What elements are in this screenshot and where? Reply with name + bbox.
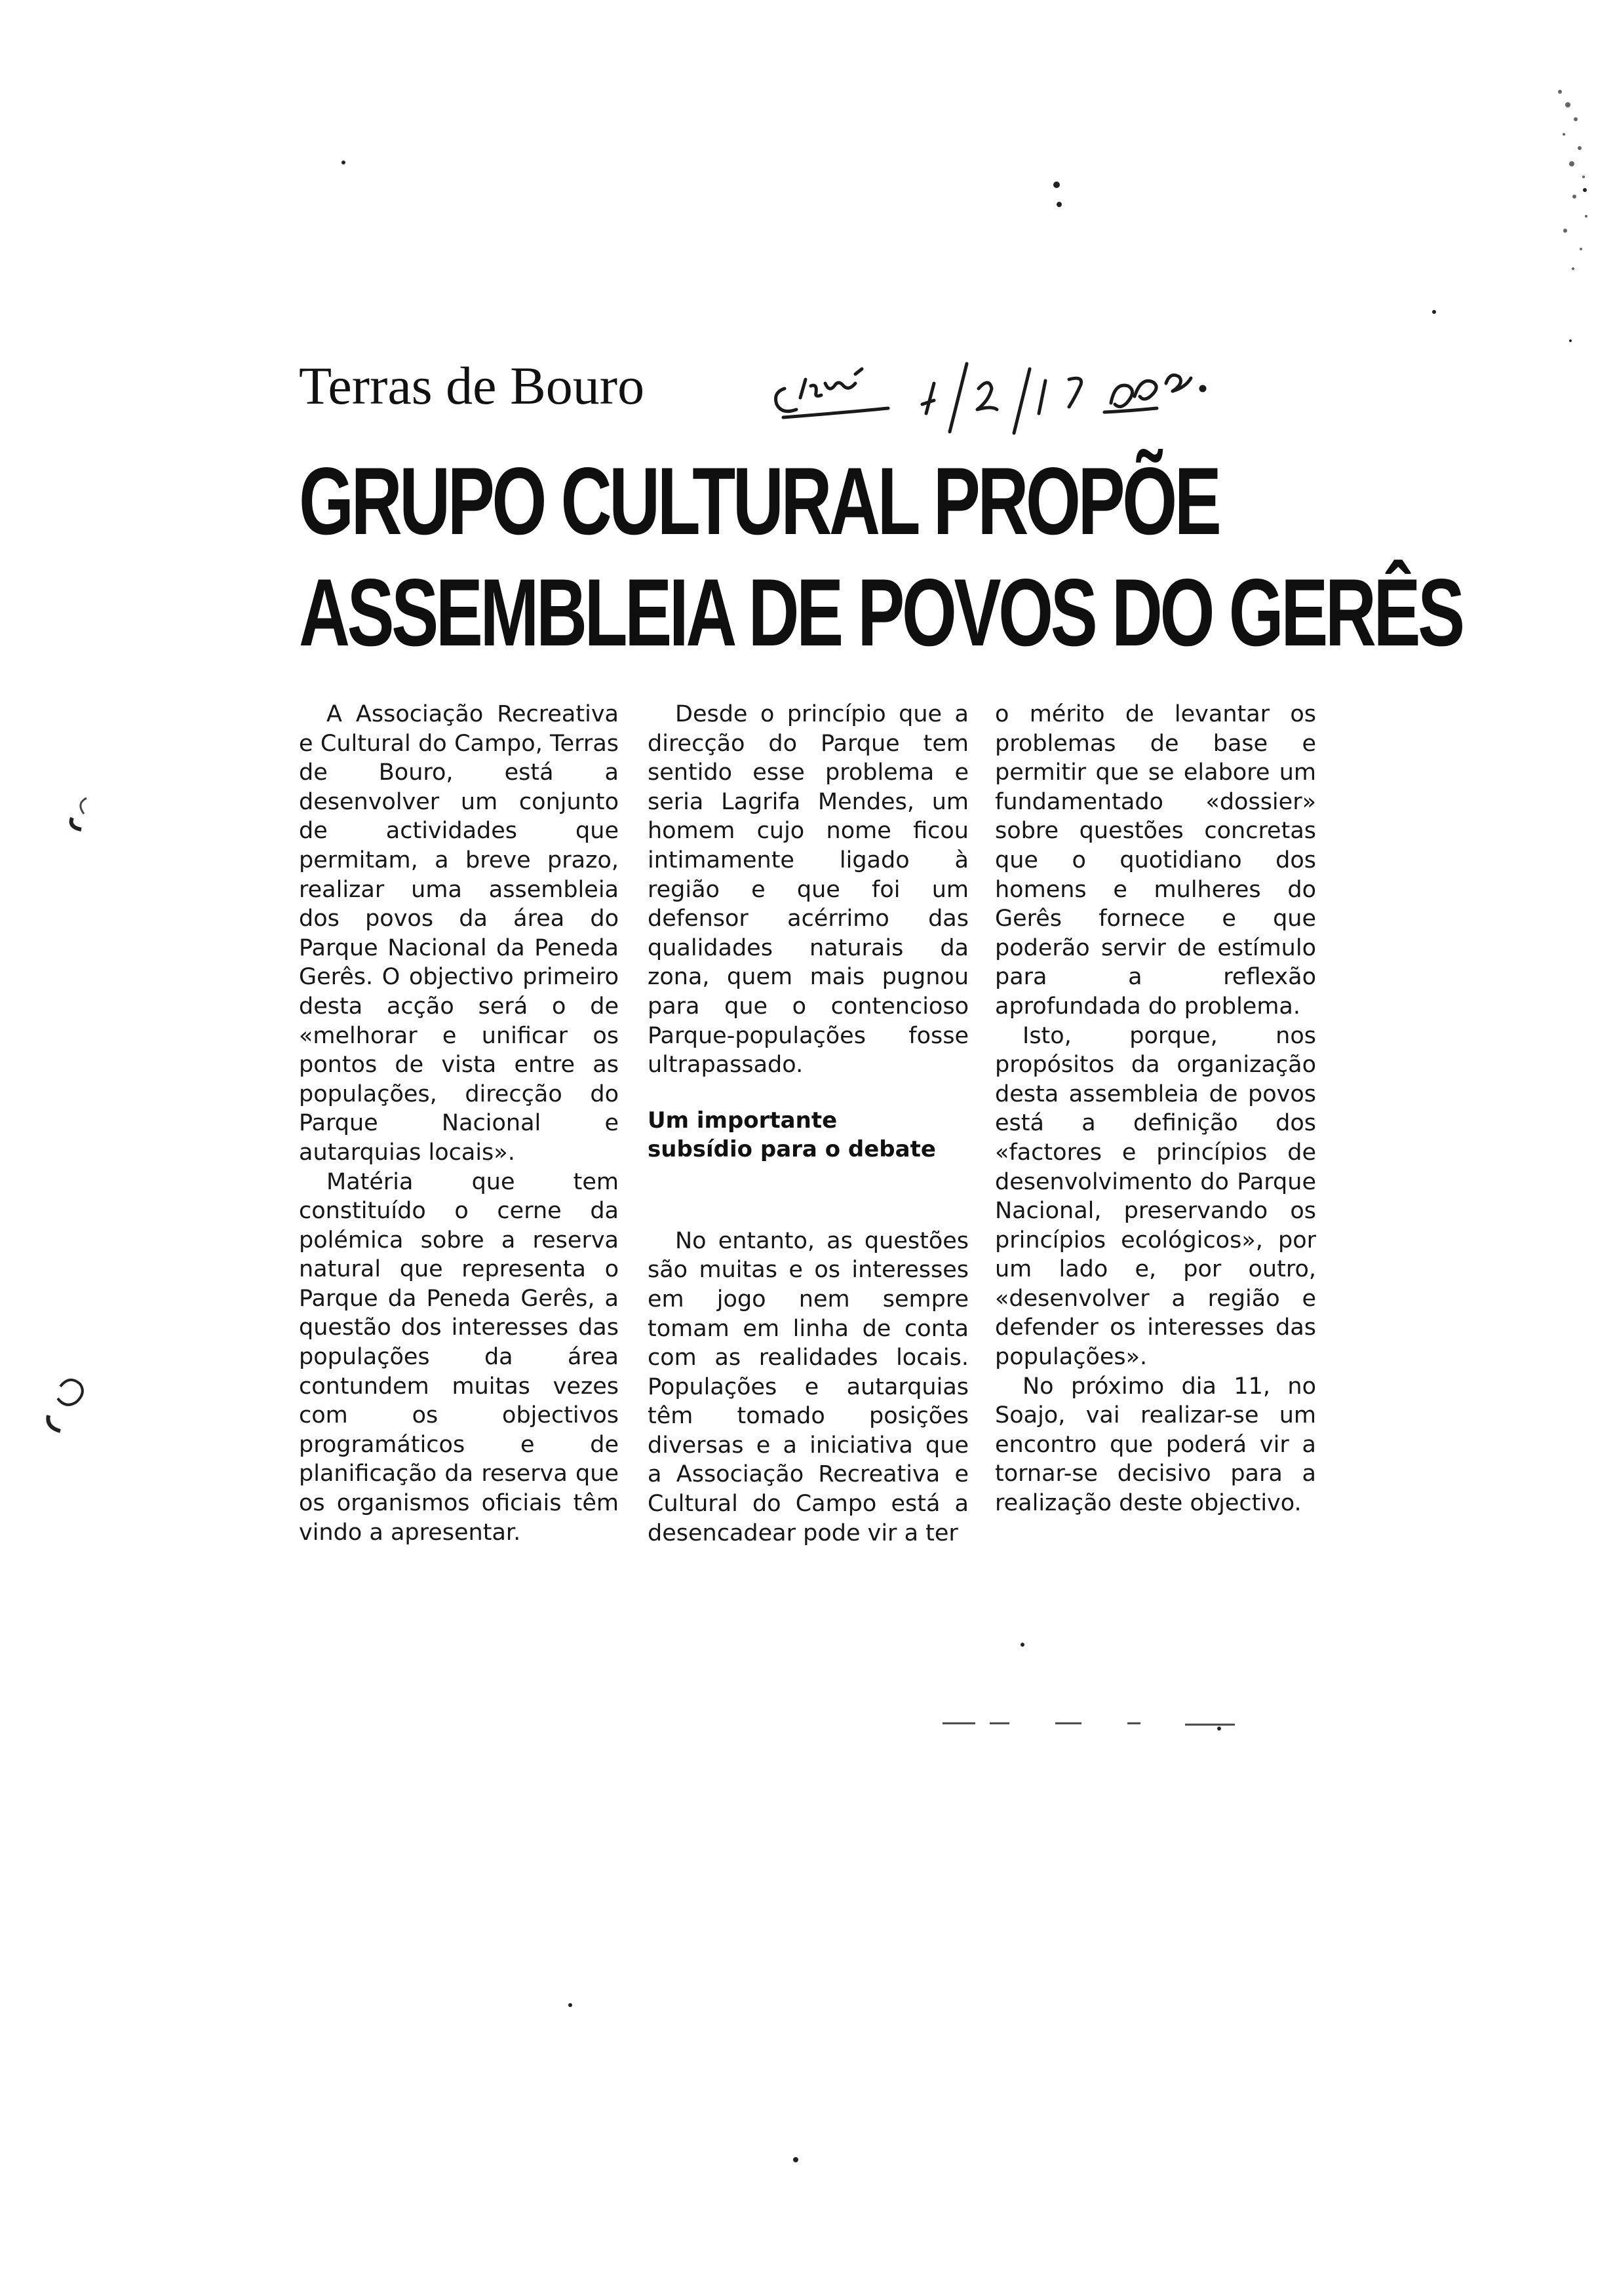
- paragraph: Isto, porque, nos propósitos da organização desta assembleia de povos está a definição dos «factores e princípios de desenvolvimento do Parque Nacional, preservando os princípios ecológicos», por um lado e, por outro, «desenvolver a região e defender os interesses das populações».: [995, 1022, 1316, 1371]
- handwritten-date-annotation: [770, 357, 1242, 436]
- subheading-line-1: Um importante: [648, 1107, 838, 1134]
- article-column-1: [299, 700, 619, 1547]
- subheading-line-2: subsídio para o debate: [648, 1136, 936, 1162]
- headline-line-1: GRUPO CULTURAL PROPÕE: [299, 448, 1219, 554]
- article-column-2: [648, 700, 969, 1548]
- article-column-3: [995, 700, 1316, 1518]
- headline: [299, 446, 1462, 668]
- paragraph: No entanto, as questões são muitas e os interesses em jogo nem sempre tomam em linha de conta com as realidades locais. Populações e autarquias têm tomado posições diversas e a iniciativa que a Associação Recreativa e Cultural do Campo está a desencadear pode vir a ter: [648, 1227, 969, 1546]
- kicker-section-label: Terras de Bouro: [299, 356, 645, 415]
- headline-line-2: ASSEMBLEIA DE POVOS DO GERÊS: [299, 559, 1462, 666]
- paragraph: Desde o princípio que a direcção do Parque tem sentido esse problema e seria Lagrifa Mendes, um homem cujo nome ficou intimamente ligado à região e que foi um defensor acérrimo das qualidades naturais da zona, quem mais pugnou para que o contencioso Parque-populações fosse ultrapassado.: [648, 701, 969, 1079]
- paragraph: No próximo dia 11, no Soajo, vai realizar-se um encontro que poderá vir a tornar-se decisivo para a realização deste objectivo.: [995, 1373, 1316, 1517]
- paragraph: o mérito de levantar os problemas de base e permitir que se elabore um fundamentado «dossier» sobre questões concretas que o quotidiano dos homens e mulheres do Gerês fornece e que poderão servir de estímulo para a reflexão aprofundada do problema.: [995, 701, 1316, 1020]
- paragraph: Matéria que tem constituído o cerne da polémica sobre a reserva natural que representa o Parque da Peneda Gerês, a questão dos interesses das populações da área contundem muitas vezes com os objectivos programáticos e de planificação da reserva que os organismos oficiais têm vindo a apresentar.: [299, 1168, 619, 1546]
- paragraph: A Associação Recreativa e Cultural do Campo, Terras de Bouro, está a desenvolver um conjunto de actividades que permitam, a breve prazo, realizar uma assembleia dos povos da área do Parque Nacional da Peneda Gerês. O objectivo primeiro desta acção será o de «melhorar e unificar os pontos de vista entre as populações, direcção do Parque Nacional e autarquias locais».: [299, 701, 619, 1166]
- subheading: [648, 1106, 969, 1164]
